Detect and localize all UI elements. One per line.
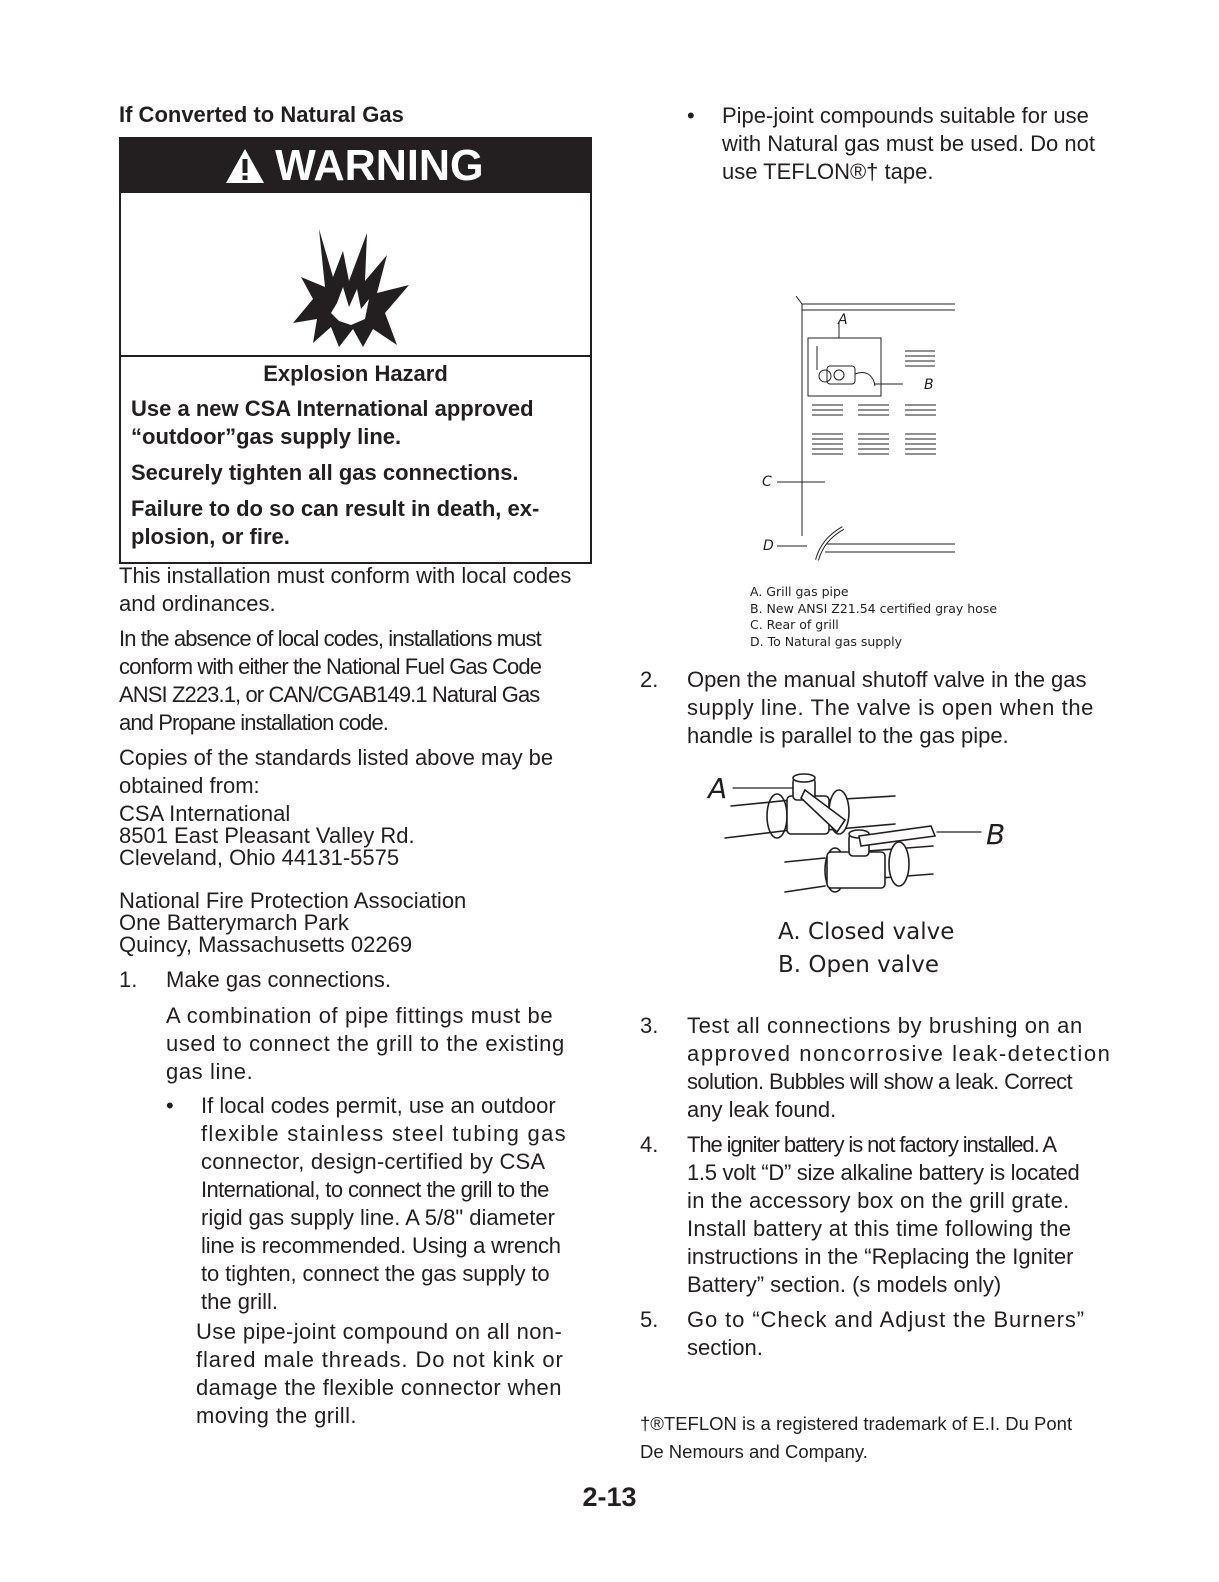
grill-label-d: D <box>763 538 774 554</box>
caption-line: A. Closed valve <box>778 919 955 945</box>
text-line: obtained from: <box>119 773 260 798</box>
explosion-icon <box>291 229 411 349</box>
text-line: to tighten, connect the gas supply to <box>201 1261 550 1286</box>
text-line: National Fire Protection Association <box>119 888 467 913</box>
text-line: Copies of the standards listed above may be <box>119 745 554 770</box>
text-line: flexible stainless steel tubing gas <box>201 1121 567 1146</box>
valve-diagram <box>705 770 985 898</box>
step-number: 3. <box>640 1013 659 1038</box>
step-number: 5. <box>640 1307 659 1332</box>
text-line: section. <box>687 1335 763 1360</box>
text-line: Use pipe-joint compound on all non- <box>196 1319 563 1344</box>
text-line: One Batterymarch Park <box>119 910 349 935</box>
step5-paragraph <box>687 1306 1113 1362</box>
text-line: The igniter battery is not factory installed. A <box>687 1132 1056 1157</box>
paragraph-copies <box>119 744 593 800</box>
address-csa <box>119 803 415 869</box>
grill-diagram-captions <box>750 584 997 650</box>
text-line: This installation must conform with local codes <box>119 563 572 588</box>
caption-line: B. Open valve <box>778 952 939 978</box>
footnote-teflon <box>640 1410 1114 1466</box>
text-line: Battery” section. (s models only) <box>687 1272 1002 1297</box>
text-line: connector, design-certified by CSA <box>201 1149 546 1174</box>
text-line: moving the grill. <box>196 1403 357 1428</box>
text-line: In the absence of local codes, installations must <box>119 626 541 651</box>
caption-line: B. New ANSI Z21.54 certified gray hose <box>750 600 998 616</box>
bullet-paragraph-teflon <box>722 102 1114 186</box>
warning-line: “outdoor”gas supply line. <box>131 424 402 449</box>
text-line: with Natural gas must be used. Do not <box>722 131 1095 156</box>
text-line: rigid gas supply line. A 5/8" diameter <box>201 1205 555 1230</box>
warning-header-text: WARNING <box>275 141 484 190</box>
text-line: Quincy, Massachusetts 02269 <box>119 932 413 957</box>
hazard-title: Explosion Hazard <box>263 361 448 386</box>
text-line: Open the manual shutoff valve in the gas <box>687 667 1087 692</box>
text-line: †®TEFLON is a registered trademark of E.I. Du Pont <box>640 1413 1073 1434</box>
text-line: use TEFLON®† tape. <box>722 159 934 184</box>
explosion-symbol-area <box>121 193 590 357</box>
section-title: If Converted to Natural Gas <box>119 102 404 127</box>
text-line: handle is parallel to the gas pipe. <box>687 723 1009 748</box>
grill-connection-diagram <box>755 296 960 562</box>
text-line: any leak found. <box>687 1097 837 1122</box>
step4-paragraph <box>687 1131 1113 1299</box>
text-line: A combination of pipe fittings must be <box>166 1003 554 1028</box>
valve-label-a: A <box>708 772 728 805</box>
text-line: 8501 East Pleasant Valley Rd. <box>119 823 415 848</box>
paragraph-absence-codes <box>119 625 593 737</box>
text-line: solution. Bubbles will show a leak. Correct <box>687 1069 1073 1094</box>
address-nfpa <box>119 890 466 956</box>
text-line: If local codes permit, use an outdoor <box>201 1093 556 1118</box>
text-line: Install battery at this time following the <box>687 1216 1072 1241</box>
text-line: in the accessory box on the grill grate. <box>687 1188 1070 1213</box>
grill-label-a: A <box>838 312 848 328</box>
step-title: Make gas connections. <box>166 967 392 992</box>
text-line: De Nemours and Company. <box>640 1441 868 1462</box>
step1-paragraph <box>166 1002 593 1086</box>
step-number: 4. <box>640 1132 659 1157</box>
text-line: ANSI Z223.1, or CAN/CGAB149.1 Natural Gas <box>119 682 540 707</box>
warning-line: Securely tighten all gas connections. <box>131 460 519 485</box>
caption-line: A. Grill gas pipe <box>750 584 849 599</box>
text-line: Go to “Check and Adjust the Burners” <box>687 1307 1086 1332</box>
text-line: approved noncorrosive leak-detection <box>687 1041 1112 1066</box>
bullet-mark: • <box>166 1093 174 1118</box>
text-line: line is recommended. Using a wrench <box>201 1233 561 1258</box>
caption-line: C. Rear of grill <box>750 617 839 632</box>
page-number: 2-13 <box>582 1482 637 1512</box>
warning-line: Use a new CSA International approved <box>131 396 534 421</box>
text-line: damage the flexible connector when <box>196 1375 562 1400</box>
step3-paragraph <box>687 1012 1113 1124</box>
text-line: used to connect the grill to the existing <box>166 1031 565 1056</box>
step-number: 2. <box>640 667 659 692</box>
valve-label-b: B <box>986 818 1006 851</box>
warning-line: Failure to do so can result in death, ex- <box>131 496 540 521</box>
text-line: International, to connect the grill to the <box>201 1177 549 1202</box>
text-line: gas line. <box>166 1059 254 1084</box>
warning-box <box>119 137 592 564</box>
paragraph-local-codes <box>119 562 593 618</box>
valve-diagram-captions <box>778 916 954 982</box>
text-line: and ordinances. <box>119 591 276 616</box>
text-line: Pipe-joint compounds suitable for use <box>722 103 1089 128</box>
text-line: supply line. The valve is open when the <box>687 695 1095 720</box>
step2-paragraph <box>687 666 1113 750</box>
text-line: 1.5 volt “D” size alkaline battery is located <box>687 1160 1080 1185</box>
text-line: flared male threads. Do not kink or <box>196 1347 564 1372</box>
bullet-paragraph-compound <box>196 1318 593 1430</box>
grill-label-b: B <box>924 377 934 393</box>
bullet-paragraph-flexible <box>201 1092 593 1316</box>
text-line: Test all connections by brushing on an <box>687 1013 1083 1038</box>
text-line: instructions in the “Replacing the Igniter <box>687 1244 1074 1269</box>
grill-label-c: C <box>762 474 772 490</box>
text-line: and Propane installation code. <box>119 710 388 735</box>
warning-line: plosion, or fire. <box>131 524 290 549</box>
text-line: Cleveland, Ohio 44131-5575 <box>119 845 400 870</box>
caption-line: D. To Natural gas supply <box>750 633 903 649</box>
text-line: the grill. <box>201 1289 279 1314</box>
text-line: conform with either the National Fuel Gas Code <box>119 654 542 679</box>
warning-triangle-icon <box>225 148 265 184</box>
warning-header <box>121 139 590 193</box>
bullet-mark: • <box>687 103 695 128</box>
text-line: CSA International <box>119 801 291 826</box>
step-number: 1. <box>119 967 138 992</box>
